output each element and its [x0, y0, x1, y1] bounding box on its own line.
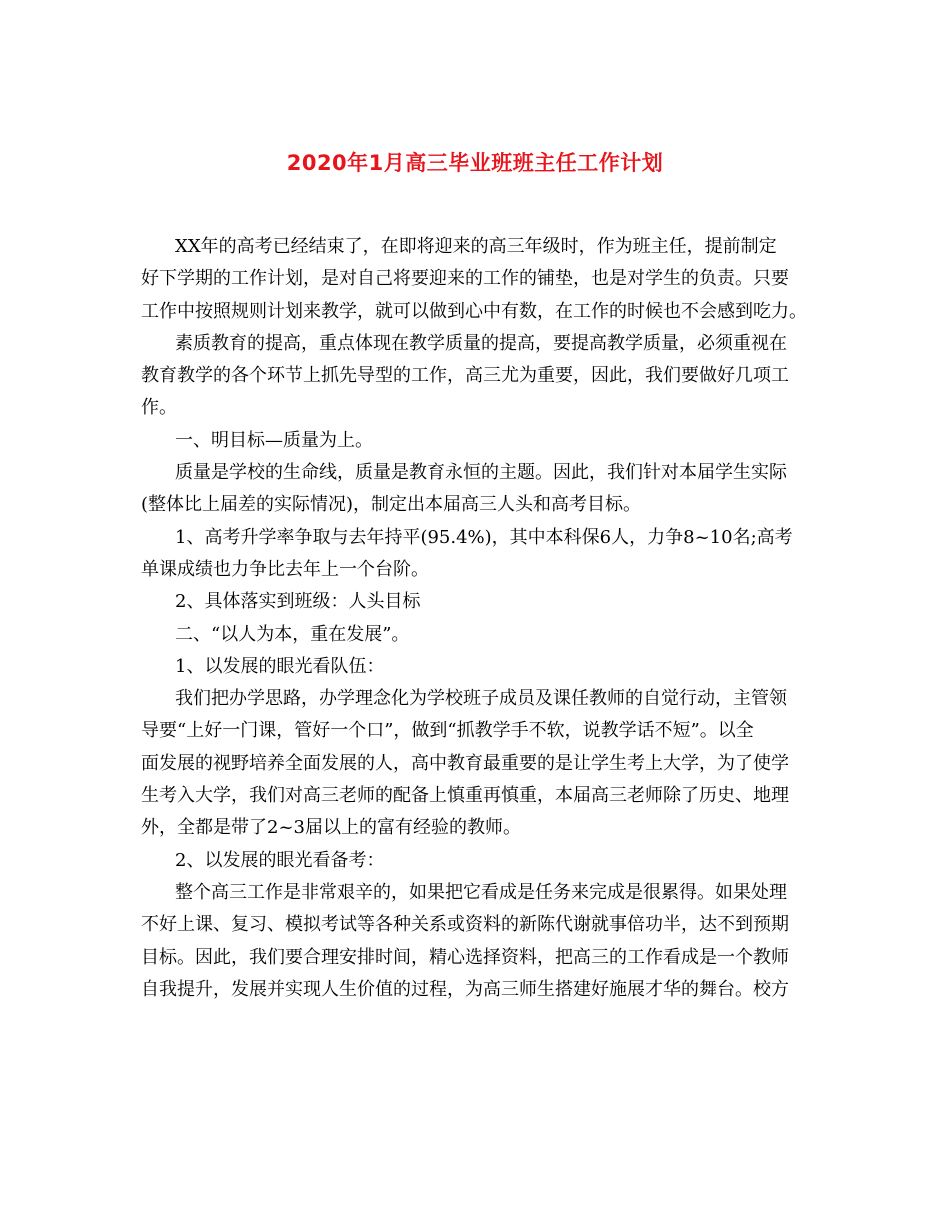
document-body	[141, 231, 821, 1006]
paragraph-line: XX年的高考已经结束了，在即将迎来的高三年级时，作为班主任，提前制定	[175, 236, 777, 257]
paragraph-line: 生考入大学，我们对高三老师的配备上慎重再慎重，本届高三老师除了历史、地理	[141, 785, 789, 807]
paragraph-line: 自我提升，发展并实现人生价值的过程，为高三师生搭建好施展才华的舞台。校方	[141, 978, 789, 1000]
paragraph-line: (整体比上届差的实际情况)，制定出本届高三人头和高考目标。	[141, 494, 642, 516]
paragraph-line: 我们把办学思路，办学理念化为学校班子成员及课任教师的自觉行动，主管领	[175, 688, 787, 710]
subsection-heading: 1、以发展的眼光看队伍：	[175, 655, 385, 677]
paragraph-line: 素质教育的提高，重点体现在教学质量的提高，要提高教学质量，必须重视在	[175, 332, 787, 354]
paragraph-line: 目标。因此，我们要合理安排时间，精心选择资料，把高三的工作看成是一个教师	[141, 946, 789, 968]
list-item: 2、具体落实到班级：人头目标	[175, 591, 421, 613]
paragraph-line: 不好上课、复习、模拟考试等各种关系或资料的新陈代谢就事倍功半，达不到预期	[141, 914, 789, 936]
document-title: 2020年1月高三毕业班班主任工作计划	[286, 151, 664, 175]
paragraph-line: 教育教学的各个环节上抓先导型的工作，高三尤为重要，因此，我们要做好几项工	[141, 365, 789, 387]
paragraph-line: 好下学期的工作计划，是对自己将要迎来的工作的铺垫，也是对学生的负责。只要	[141, 268, 789, 290]
section-heading: 一、明目标—质量为上。	[175, 429, 373, 451]
paragraph-line: 作。	[141, 397, 177, 419]
paragraph-line: 单课成绩也力争比去年上一个台阶。	[141, 558, 429, 580]
paragraph-line: 导要“上好一门课，管好一个口”，做到“抓教学手不软，说教学话不短”。以全	[141, 720, 754, 742]
subsection-heading: 2、以发展的眼光看备考：	[175, 849, 385, 871]
paragraph-line: 外，全都是带了2~3届以上的富有经验的教师。	[141, 817, 521, 839]
paragraph-line: 质量是学校的生命线，质量是教育永恒的主题。因此，我们针对本届学生实际	[175, 462, 787, 484]
section-heading: 二、“以人为本，重在发展”。	[175, 623, 410, 645]
paragraph-line: 工作中按照规则计划来教学，就可以做到心中有数，在工作的时候也不会感到吃力。	[141, 300, 807, 322]
paragraph-line: 面发展的视野培养全面发展的人，高中教育最重要的是让学生考上大学，为了使学	[141, 752, 789, 774]
list-item: 1、高考升学率争取与去年持平(95.4%)，其中本科保6人，力争8~10名;高考	[175, 526, 793, 548]
paragraph-line: 整个高三工作是非常艰辛的，如果把它看成是任务来完成是很累得。如果处理	[175, 881, 787, 903]
